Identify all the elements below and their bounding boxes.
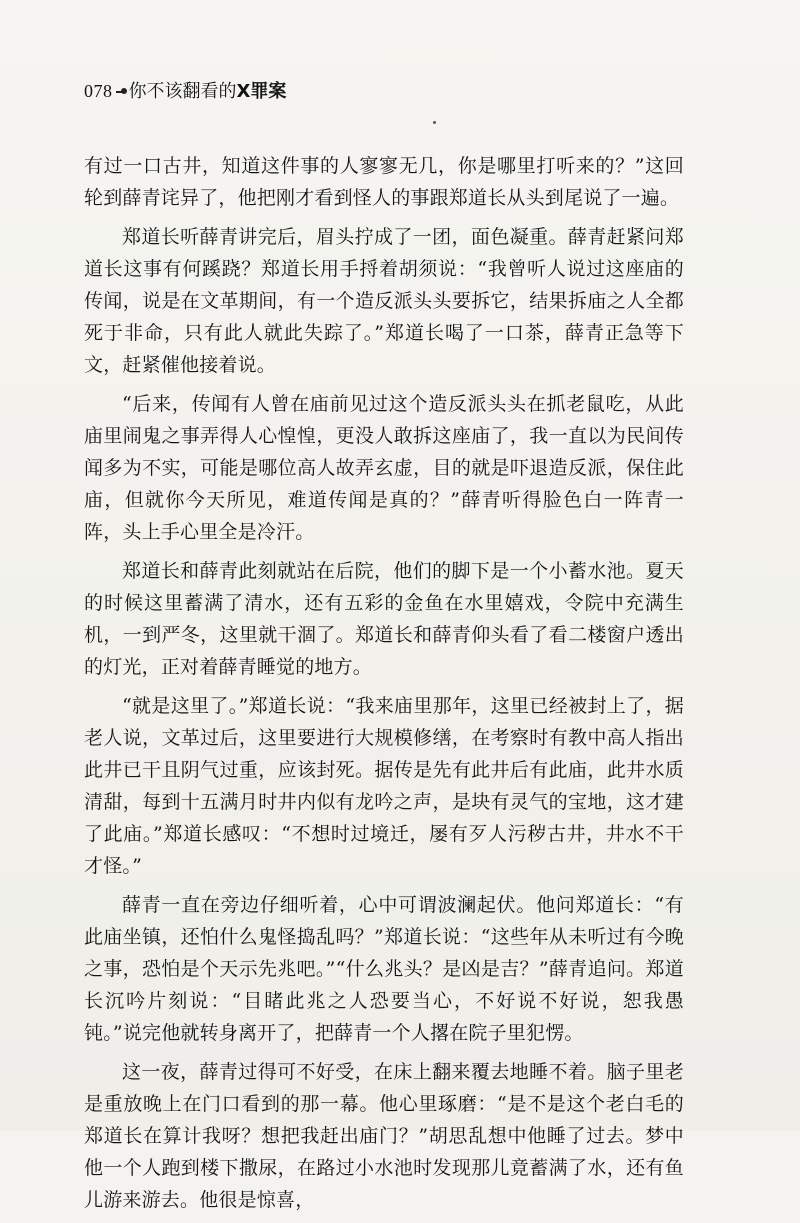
paragraph: 这一夜，薛青过得可不好受，在床上翻来覆去地睡不着。脑子里老是重放晚上在门口看到的那一幕。他心里琢磨：“是不是这个老白毛的郑道长在算计我呀？想把我赶出庙门？”胡思乱想中他睡了过去。梦中他一个人跑到楼下撒尿，在路过小水池时发现那儿竟蓄满了水，还有鱼儿游来游去。他很是惊喜， (84, 1061, 684, 1211)
paragraph: 郑道长听薛青讲完后，眉头拧成了一团，面色凝重。薛青赶紧问郑道长这事有何蹊跷？郑道长用手捋着胡须说：“我曾听人说过这座庙的传闻，说是在文革期间，有一个造反派头头要拆它，结果拆庙之人全都死于非命，只有此人就此失踪了。”郑道长喝了一口茶，薛青正急等下文，赶紧催他接着说。 (84, 226, 684, 376)
paragraph: 郑道长和薛青此刻就站在后院，他们的脚下是一个小蓄水池。夏天的时候这里蓄满了清水，还有五彩的金鱼在水里嬉戏，令院中充满生机，一到严冬，这里就干涸了。郑道长和薛青仰头看了看二楼窗户透出的灯光，正对着薛青睡觉的地方。 (84, 560, 684, 678)
paragraph: “后来，传闻有人曾在庙前见过这个造反派头头在抓老鼠吃，从此庙里闹鬼之事弄得人心惶惶，更没人敢拆这座庙了，我一直以为民间传闻多为不实，可能是哪位高人故弄玄虚，目的就是吓退造反派，保住此庙，但就你今天所见，难道传闻是真的？”薛青听得脸色白一阵青一阵，头上手心里全是冷汗。 (84, 393, 684, 543)
print-speck (433, 121, 436, 124)
bullet-arrow-icon (116, 86, 126, 96)
book-title-bold: X罪案 (236, 81, 287, 102)
paragraph: “就是这里了。”郑道长说：“我来庙里那年，这里已经被封上了，据老人说，文革过后，这里要进行大规模修缮，在考察时有教中高人指出此井已干且阴气过重，应该封死。据传是先有此井后有此庙，此井水质清甜，每到十五满月时井内似有龙吟之声，是块有灵气的宝地，这才建了此庙。”郑道长感叹：“不想时过境迁，屡有歹人污秽古井，井水不干才怪。” (84, 695, 684, 877)
book-title (129, 80, 287, 104)
running-header (84, 79, 286, 104)
book-title-prefix: 你不该翻看的 (128, 81, 237, 102)
page-number: 078 (84, 81, 113, 101)
paragraph: 有过一口古井，知道这件事的人寥寥无几，你是哪里打听来的？”这回轮到薛青诧异了，他把刚才看到怪人的事跟郑道长从头到尾说了一遍。 (84, 155, 684, 209)
body-text (84, 150, 684, 1223)
paragraph: 薛青一直在旁边仔细听着，心中可谓波澜起伏。他问郑道长：“有此庙坐镇，还怕什么鬼怪捣乱吗？”郑道长说：“这些年从未听过有今晚之事，恐怕是个天示先兆吧。”“什么兆头？是凶是吉？”薛青追问。郑道长沉吟片刻说：“目睹此兆之人恐要当心，不好说不好说，恕我愚钝。”说完他就转身离开了，把薛青一个人撂在院子里犯愣。 (84, 894, 684, 1044)
